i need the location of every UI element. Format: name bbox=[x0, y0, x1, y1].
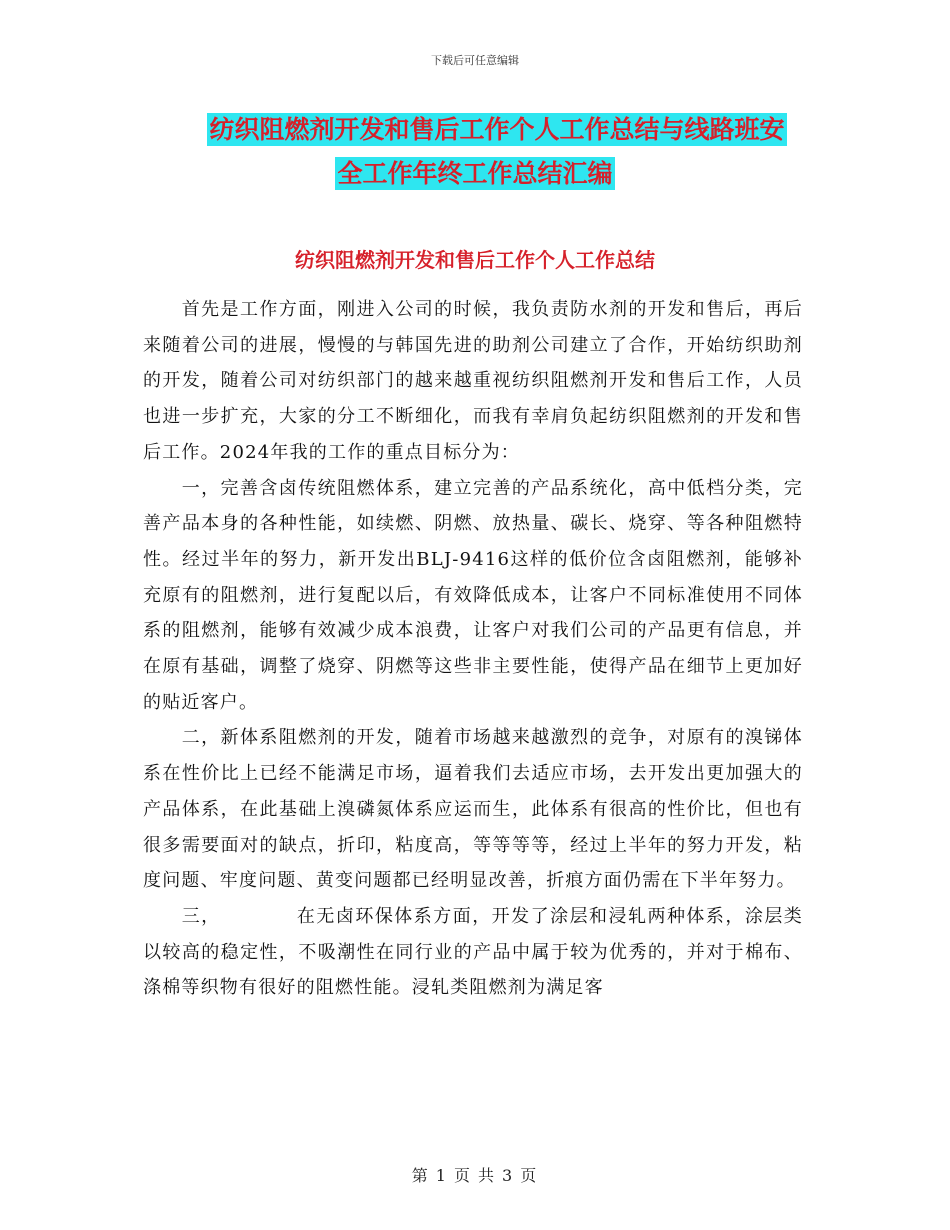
paragraph-point-3 bbox=[143, 899, 803, 1006]
footer-label-pre: 第 bbox=[411, 1166, 430, 1185]
paragraph-point-3-text: 在无卤环保体系方面，开发了涂层和浸轧两种体系，涂层类以较高的稳定性，不吸潮性在同行业的产品中属于较为优秀的，并对于棉布、涤棉等织物有很好的阻燃性能。浸轧类阻燃剂为满足客 bbox=[143, 905, 803, 999]
document-title-line-2-text: 全工作年终工作总结汇编 bbox=[337, 159, 613, 188]
document-title-line-2 bbox=[0, 152, 950, 196]
document-title-line-1 bbox=[22, 108, 950, 152]
footer-label-post: 页 bbox=[520, 1166, 539, 1185]
paragraph-intro: 首先是工作方面，刚进入公司的时候，我负责防水剂的开发和售后，再后来随着公司的进展，慢慢的与韩国先进的助剂公司建立了合作，开始纺织助剂的开发，随着公司对纺织部门的越来越重视纺织阻燃剂开发和售后工作，人员也进一步扩充，大家的分工不断细化，而我有幸肩负起纺织阻燃剂的开发和售后工作。2024年我的工作的重点目标分为： bbox=[143, 299, 803, 463]
section-title: 纺织阻燃剂开发和售后工作个人工作总结 bbox=[295, 248, 655, 272]
footer-label-mid: 页 bbox=[453, 1166, 472, 1185]
paragraph-point-3-lead: 三， bbox=[181, 905, 221, 927]
paragraph-point-1: 一，完善含卤传统阻燃体系，建立完善的产品系统化，高中低档分类，完善产品本身的各种性能，如续燃、阴燃、放热量、碳长、烧穿、等各种阻燃特性。经过半年的努力，新开发出BLJ-9416这样的低价位含卤阻燃剂，能够补充原有的阻燃剂，进行复配以后，有效降低成本，让客户不同标准使用不同体系的阻燃剂，能够有效减少成本浪费，让客户对我们公司的产品更有信息，并在原有基础，调整了烧穿、阴燃等这些非主要性能，使得产品在细节上更加好的贴近客户。 bbox=[143, 477, 803, 713]
footer-label-total: 共 bbox=[478, 1166, 497, 1185]
header-note: 下载后可任意编辑 bbox=[431, 54, 519, 67]
page-footer bbox=[0, 1163, 950, 1186]
paragraph-point-2: 二，新体系阻燃剂的开发，随着市场越来越激烈的竞争，对原有的溴锑体系在性价比上已经不能满足市场，逼着我们去适应市场，去开发出更加强大的产品体系，在此基础上溴磷氮体系应运而生，此体系有很高的性价比，但也有很多需要面对的缺点，折印，粘度高，等等等等，经过上半年的努力开发，粘度问题、牢度问题、黄变问题都已经明显改善，折痕方面仍需在下半年努力。 bbox=[143, 727, 803, 892]
footer-page-total: 3 bbox=[502, 1166, 515, 1185]
footer-page-current: 1 bbox=[435, 1166, 448, 1185]
document-title-line-1-text: 纺织阻燃剂开发和售后工作个人工作总结与线路班安 bbox=[209, 115, 785, 144]
document-body bbox=[143, 292, 803, 1006]
